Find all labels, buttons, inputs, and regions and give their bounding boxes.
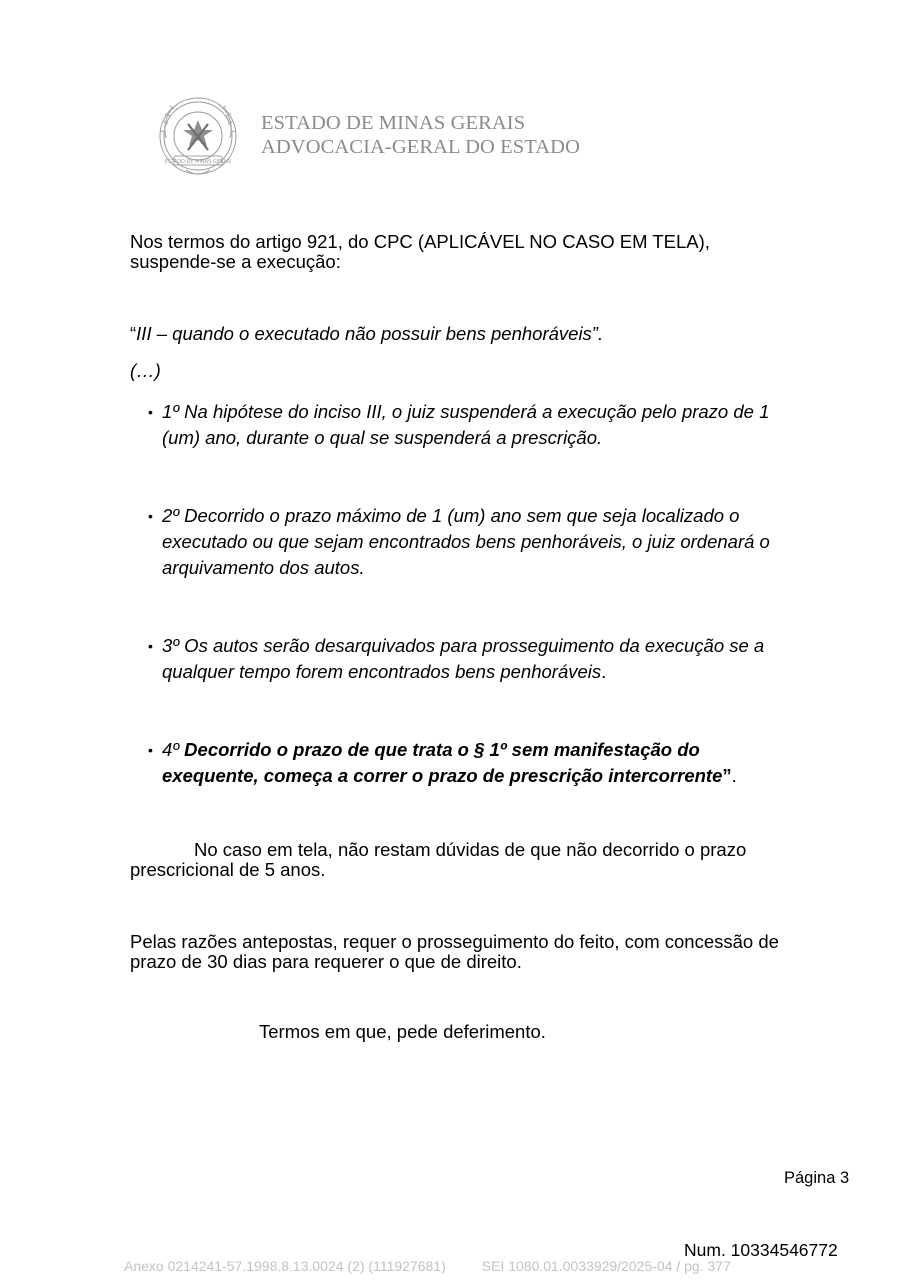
conclusion-line-1: No caso em tela, não restam dúvidas de que não decorrido o prazo xyxy=(194,839,747,860)
open-quote: “ xyxy=(130,323,137,344)
intro-line-1: Nos termos do artigo 921, do CPC (APLICÁVEL NO CASO EM TELA), xyxy=(130,231,710,252)
intro-line-2: suspende-se a execução: xyxy=(130,251,341,272)
closing-statement: Termos em que, pede deferimento. xyxy=(259,1021,546,1042)
paragraph-item-2 xyxy=(148,503,808,581)
annex-reference: Anexo 0214241-57.1998.8.13.0024 (2) (111927681) xyxy=(124,1258,446,1274)
header-agency-name: ADVOCACIA-GERAL DO ESTADO xyxy=(261,136,580,158)
ellipsis-marker: (…) xyxy=(130,360,161,381)
request-paragraph xyxy=(130,932,830,972)
paragraph-period: . xyxy=(731,765,737,786)
paragraph-text: Decorrido o prazo máximo de 1 (um) ano sem que seja localizado o xyxy=(179,505,740,526)
footer-watermark xyxy=(124,1258,731,1274)
agency-header xyxy=(261,111,580,159)
paragraph-text: arquivamento dos autos. xyxy=(162,557,365,578)
state-seal-logo xyxy=(156,94,240,182)
paragraph-item-3 xyxy=(148,633,808,685)
bullet-dot: • xyxy=(148,508,153,524)
header-state-name: ESTADO DE MINAS GERAIS xyxy=(261,112,526,134)
paragraph-marker: 4º xyxy=(162,739,180,760)
intro-paragraph xyxy=(130,232,830,272)
paragraph-text: exequente, começa a correr o prazo de prescrição intercorrente xyxy=(162,765,723,786)
sei-reference: SEI 1080.01.0033929/2025-04 / pg. 377 xyxy=(481,1258,731,1274)
conclusion-line-2: prescricional de 5 anos. xyxy=(130,859,326,880)
paragraph-marker: 2º xyxy=(162,505,180,526)
paragraph-marker: 3º xyxy=(162,635,180,656)
paragraph-text: Os autos serão desarquivados para prosseguimento da execução se a xyxy=(179,635,765,656)
bullet-dot: • xyxy=(148,404,153,420)
request-line-1: Pelas razões antepostas, requer o prosseguimento do feito, com concessão de xyxy=(130,931,779,952)
paragraph-text: Decorrido o prazo de que trata o § 1º sem manifestação do xyxy=(179,739,700,760)
conclusion-paragraph xyxy=(130,840,830,880)
svg-text:ESTADO DE MINAS GERAIS: ESTADO DE MINAS GERAIS xyxy=(164,159,232,165)
paragraph-period: . xyxy=(601,661,607,682)
paragraph-item-4 xyxy=(148,737,808,789)
quote-text: III – quando o executado não possuir bens penhoráveis”. xyxy=(136,323,604,344)
document-number: Num. 10334546772 xyxy=(684,1240,838,1260)
page-number: Página 3 xyxy=(784,1169,850,1187)
paragraph-text: qualquer tempo forem encontrados bens penhoráveis xyxy=(162,661,602,682)
bullet-dot: • xyxy=(148,638,153,654)
paragraph-text: executado ou que sejam encontrados bens penhoráveis, o juiz ordenará o xyxy=(162,531,770,552)
paragraph-marker: 1º xyxy=(162,401,180,422)
paragraph-text: (um) ano, durante o qual se suspenderá a prescrição. xyxy=(162,427,603,448)
close-quote: ” xyxy=(722,765,732,786)
paragraph-item-1 xyxy=(148,399,808,451)
quoted-inciso xyxy=(130,323,603,345)
bullet-dot: • xyxy=(148,742,153,758)
request-line-2: prazo de 30 dias para requerer o que de direito. xyxy=(130,951,522,972)
paragraph-text: Na hipótese do inciso III, o juiz suspenderá a execução pelo prazo de 1 xyxy=(179,401,770,422)
